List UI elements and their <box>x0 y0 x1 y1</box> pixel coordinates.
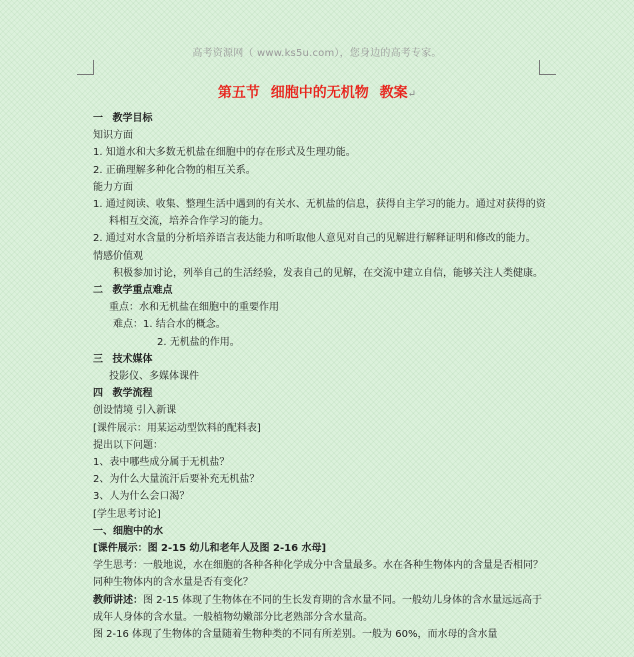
list-item: 2. 正确理解多种化合物的相互关系。 <box>93 164 256 176</box>
flow-line: 创设情境 引入新课 <box>93 405 177 417</box>
subheading: 能力方面 <box>93 181 133 193</box>
list-item: 1. 知道水和大多数无机盐在细胞中的存在形式及生理功能。 <box>93 147 356 159</box>
document-title <box>0 82 634 102</box>
question-item: 1、表中哪些成分属于无机盐？ <box>93 457 230 469</box>
flow-line: 提出以下问题： <box>93 439 163 451</box>
key-point-line: 重点：水和无机盐在细胞中的重要作用 <box>109 302 279 314</box>
difficulty-line: 难点：1. 结合水的概念。 <box>113 319 226 331</box>
section-heading: 四 教学流程 <box>93 388 153 400</box>
question-item: 3、人为什么会口渴？ <box>93 491 190 503</box>
flow-line: [课件展示：用某运动型饮料的配料表] <box>93 422 261 434</box>
teacher-label: 教师讲述： <box>93 594 143 606</box>
section-heading: 一、细胞中的水 <box>93 525 163 537</box>
subheading: 知识方面 <box>93 130 133 142</box>
document-body <box>93 110 548 643</box>
media-line: 投影仪、多媒体课件 <box>109 371 199 383</box>
list-item: 2. 通过对水含量的分析培养语言表达能力和听取他人意见对自己的见解进行解释证明和修改的能力。 <box>93 233 536 245</box>
paragraph: 图 2-16 体现了生物体的含量随着生物种类的不同有所差别。一般为 60%，而水母的含水量 <box>93 629 498 641</box>
question-item: 2、为什么大量流汗后要补充无机盐？ <box>93 474 260 486</box>
subheading: 情感价值观 <box>93 250 143 262</box>
crop-mark-top-right <box>539 60 556 75</box>
teacher-text: 图 2-15 体现了生物体在不同的生长发育期的含水量不同。一般幼儿身体的含水量远远高于成年人身体的含水量。一般植物幼嫩部分比老熟部分含水量高。 <box>93 594 543 623</box>
section-heading: 二 教学重点难点 <box>93 285 173 297</box>
list-item: 1. 通过阅读、收集、整理生活中遇到的有关水、无机盐的信息，获得自主学习的能力。通过对获得的资料相互交流，培养合作学习的能力。 <box>93 199 546 228</box>
page-header: 高考资源网（ www.ks5u.com），您身边的高考专家。 <box>192 48 442 59</box>
flow-line: [学生思考讨论] <box>93 508 161 520</box>
paragraph: 积极参加讨论，列举自己的生活经验，发表自己的见解，在交流中建立自信，能够关注人类健康。 <box>113 267 543 279</box>
title-text: 第五节 细胞中的无机物 教案 <box>217 85 408 101</box>
courseware-line: [课件展示：图 2-15 幼儿和老年人及图 2-16 水母] <box>93 543 327 555</box>
difficulty-line: 2. 无机盐的作用。 <box>157 336 240 348</box>
crop-mark-top-left <box>77 60 94 75</box>
paragraph <box>93 592 548 626</box>
paragraph-mark-icon: ↵ <box>407 89 417 100</box>
paragraph: 学生思考：一般地说，水在细胞的各种各种化学成分中含量最多。水在各种生物体内的含量是否相同？同种生物体内的含水量是否有变化？ <box>93 560 543 589</box>
section-heading: 三 技术媒体 <box>93 353 153 365</box>
section-heading: 一 教学目标 <box>93 113 153 124</box>
